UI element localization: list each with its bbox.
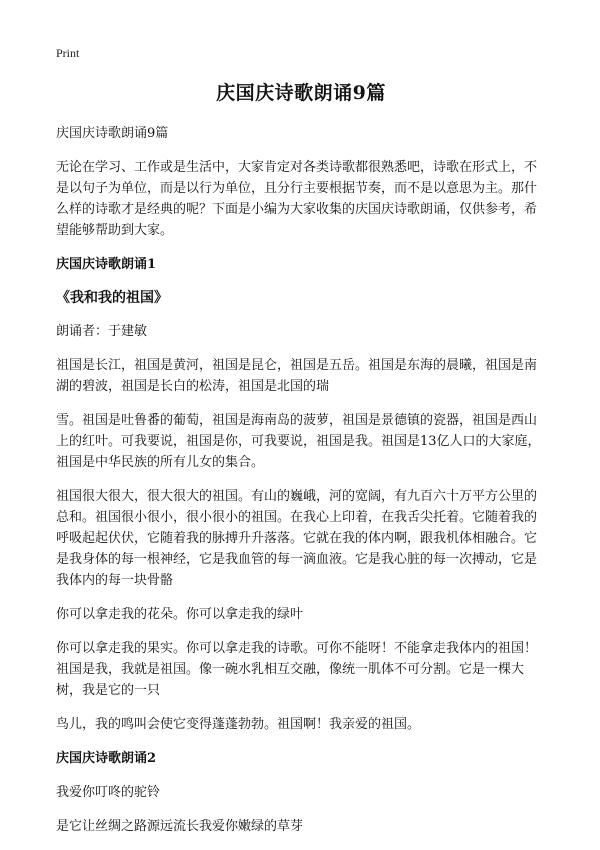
poem-paragraph: 鸟儿，我的鸣叫会使它变得蓬蓬勃勃。祖国啊！我亲爱的祖国。 <box>56 717 421 732</box>
poem-paragraph: 我爱你叮咚的驼铃 <box>56 785 161 800</box>
article-subtitle: 庆国庆诗歌朗诵9篇 <box>56 126 169 141</box>
poem-title: 《我和我的祖国》 <box>56 290 168 306</box>
poem-paragraph: 祖国很大很大，很大很大的祖国。有山的巍峨，河的宽阔，有九百六十万平方公里的总和。祖国很小很小，很小很小的祖国。在我心上印着，在我舌尖托着。它随着我的呼吸起起伏伏，它随着我的脉搏升升落落。它就在我的体内啊，跟我机体相融合。它是我身体的每一根神经，它是我血管的每一滴血液。它是我心脏的每一次搏动，它是我体内的每一块骨骼 <box>56 489 538 588</box>
print-link[interactable]: Print <box>56 46 80 60</box>
section-heading-2: 庆国庆诗歌朗诵2 <box>56 751 157 766</box>
page-title: 庆国庆诗歌朗诵9篇 <box>216 82 386 104</box>
poem-paragraph: 是它让丝绸之路源远流长我爱你嫩绿的草芽 <box>56 819 304 834</box>
article <box>56 78 546 850</box>
poem-paragraph: 雪。祖国是吐鲁番的葡萄，祖国是海南岛的菠萝，祖国是景德镇的瓷器，祖国是西山上的红叶。可我要说，祖国是你，可我要说，祖国是我。祖国是13亿人口的大家庭，祖国是中华民族的所有儿女的集合。 <box>56 413 541 470</box>
poem-paragraph: 你可以拿走我的花朵。你可以拿走我的绿叶 <box>56 607 304 622</box>
section-heading-1: 庆国庆诗歌朗诵1 <box>56 257 157 272</box>
poem-paragraph: 祖国是长江，祖国是黄河，祖国是昆仑，祖国是五岳。祖国是东海的晨曦，祖国是南湖的碧波，祖国是长白的松涛，祖国是北国的瑞 <box>56 358 538 394</box>
poem-paragraph: 你可以拿走我的果实。你可以拿走我的诗歌。可你不能呀！不能拿走我体内的祖国！祖国是我，我就是祖国。像一碗水乳相互交融，像统一肌体不可分割。它是一棵大树，我是它的一只 <box>56 641 538 698</box>
reciter-line: 朗诵者：于建敏 <box>56 324 148 339</box>
intro-paragraph: 无论在学习、工作或是生活中，大家肯定对各类诗歌都很熟悉吧，诗歌在形式上，不是以句子为单位，而是以行为单位，且分行主要根据节奏，而不是以意思为主。那什么样的诗歌才是经典的呢？下面是小编为大家收集的庆国庆诗歌朗诵，仅供参考，希望能够帮助到大家。 <box>56 160 538 238</box>
